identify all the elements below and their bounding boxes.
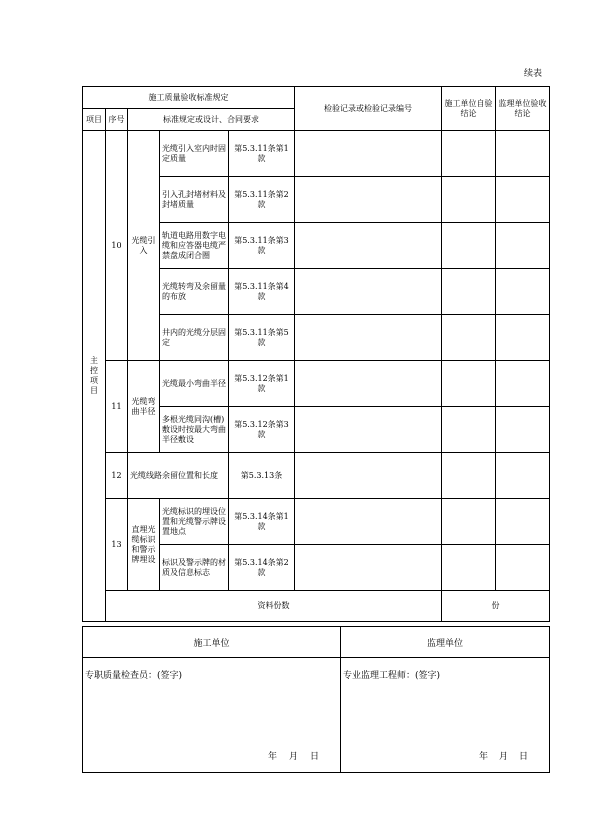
supervision-cell[interactable] [496,131,550,177]
construction-cell[interactable] [442,131,496,177]
main-category [83,131,106,622]
construction-cell[interactable] [442,269,496,315]
engineer-signature-label: 专业监理工程师：(签字) [343,671,441,681]
item-desc: 轨道电路用数字电缆和应答器电缆严禁盘成闭合圈 [160,223,229,269]
construction-cell[interactable] [442,223,496,269]
construction-cell[interactable] [442,407,496,453]
inspection-table [82,86,550,622]
inspector-signature-label: 专职质量检查员：(签字) [85,671,183,681]
item-clause: 第5.3.13条 [229,453,295,499]
record-cell[interactable] [295,545,442,591]
item-desc: 光缆最小弯曲半径 [160,361,229,407]
record-cell[interactable] [295,223,442,269]
supervision-cell[interactable] [496,177,550,223]
group-seq: 11 [106,361,128,453]
group-name: 直埋光缆标识和警示牌埋设 [128,499,160,591]
item-desc: 光缆引入室内时固定质量 [160,131,229,177]
header-seq: 序号 [106,109,128,131]
continued-label: 续表 [524,69,543,79]
record-cell[interactable] [295,499,442,545]
construction-cell[interactable] [442,453,496,499]
sig-supervision-body[interactable] [341,658,550,773]
record-cell[interactable] [295,131,442,177]
supervision-cell[interactable] [496,223,550,269]
header-project: 项目 [83,109,106,131]
sig-supervision-header: 监理单位 [341,627,550,658]
docs-count[interactable] [442,591,550,622]
main-category-text: 主控项目 [90,356,98,395]
record-cell[interactable] [295,315,442,361]
construction-cell[interactable] [442,177,496,223]
item-clause: 第5.3.11条第2款 [229,177,295,223]
supervision-cell[interactable] [496,407,550,453]
item-clause: 第5.3.11条第4款 [229,269,295,315]
supervision-cell[interactable] [496,361,550,407]
docs-label: 资料份数 [106,591,442,622]
header-requirement: 标准规定或设计、合同要求 [128,109,295,131]
date-year: 年 [268,752,278,762]
item-desc: 标识及警示牌的材质及信息标志 [160,545,229,591]
docs-unit: 份 [491,601,500,610]
group-seq: 12 [106,453,128,499]
record-cell[interactable] [295,361,442,407]
item-clause: 第5.3.12条第1款 [229,361,295,407]
construction-cell[interactable] [442,545,496,591]
item-clause: 第5.3.11条第1款 [229,131,295,177]
group-name: 光缆弯曲半径 [128,361,160,453]
record-cell[interactable] [295,269,442,315]
item-desc: 井内的光缆分层固定 [160,315,229,361]
header-supervision: 监理单位验收结论 [496,87,550,131]
header-record: 检验记录或检验记录编号 [295,87,442,131]
signature-table [82,626,550,773]
supervision-cell[interactable] [496,269,550,315]
group-seq: 13 [106,499,128,591]
construction-cell[interactable] [442,361,496,407]
supervision-cell[interactable] [496,315,550,361]
record-cell[interactable] [295,453,442,499]
item-desc: 引入孔封堵材料及封堵质量 [160,177,229,223]
sig-construction-header: 施工单位 [83,627,341,658]
item-clause: 第5.3.11条第3款 [229,223,295,269]
group-name: 光缆引入 [128,131,160,361]
header-construction: 施工单位自验结论 [442,87,496,131]
header-standard: 施工质量验收标准规定 [83,87,295,109]
item-desc: 多根光缆同沟(槽)敷设时按最大弯曲半径敷设 [160,407,229,453]
record-cell[interactable] [295,177,442,223]
item-desc: 光缆转弯及余留量的布放 [160,269,229,315]
group-seq: 10 [106,131,128,361]
date-day: 日 [519,752,529,762]
supervision-cell[interactable] [496,499,550,545]
item-clause: 第5.3.14条第1款 [229,499,295,545]
construction-cell[interactable] [442,499,496,545]
item-clause: 第5.3.11条第5款 [229,315,295,361]
item-clause: 第5.3.12条第3款 [229,407,295,453]
item-clause: 第5.3.14条第2款 [229,545,295,591]
date-month: 月 [499,752,509,762]
date-day: 日 [310,752,320,762]
supervision-cell[interactable] [496,545,550,591]
date-month: 月 [289,752,299,762]
group-name: 光缆线路余留位置和长度 [128,453,229,499]
sig-construction-body[interactable] [83,658,341,773]
record-cell[interactable] [295,407,442,453]
construction-cell[interactable] [442,315,496,361]
supervision-cell[interactable] [496,453,550,499]
date-year: 年 [479,752,489,762]
item-desc: 光缆标识的埋设位置和光缆警示牌设置地点 [160,499,229,545]
